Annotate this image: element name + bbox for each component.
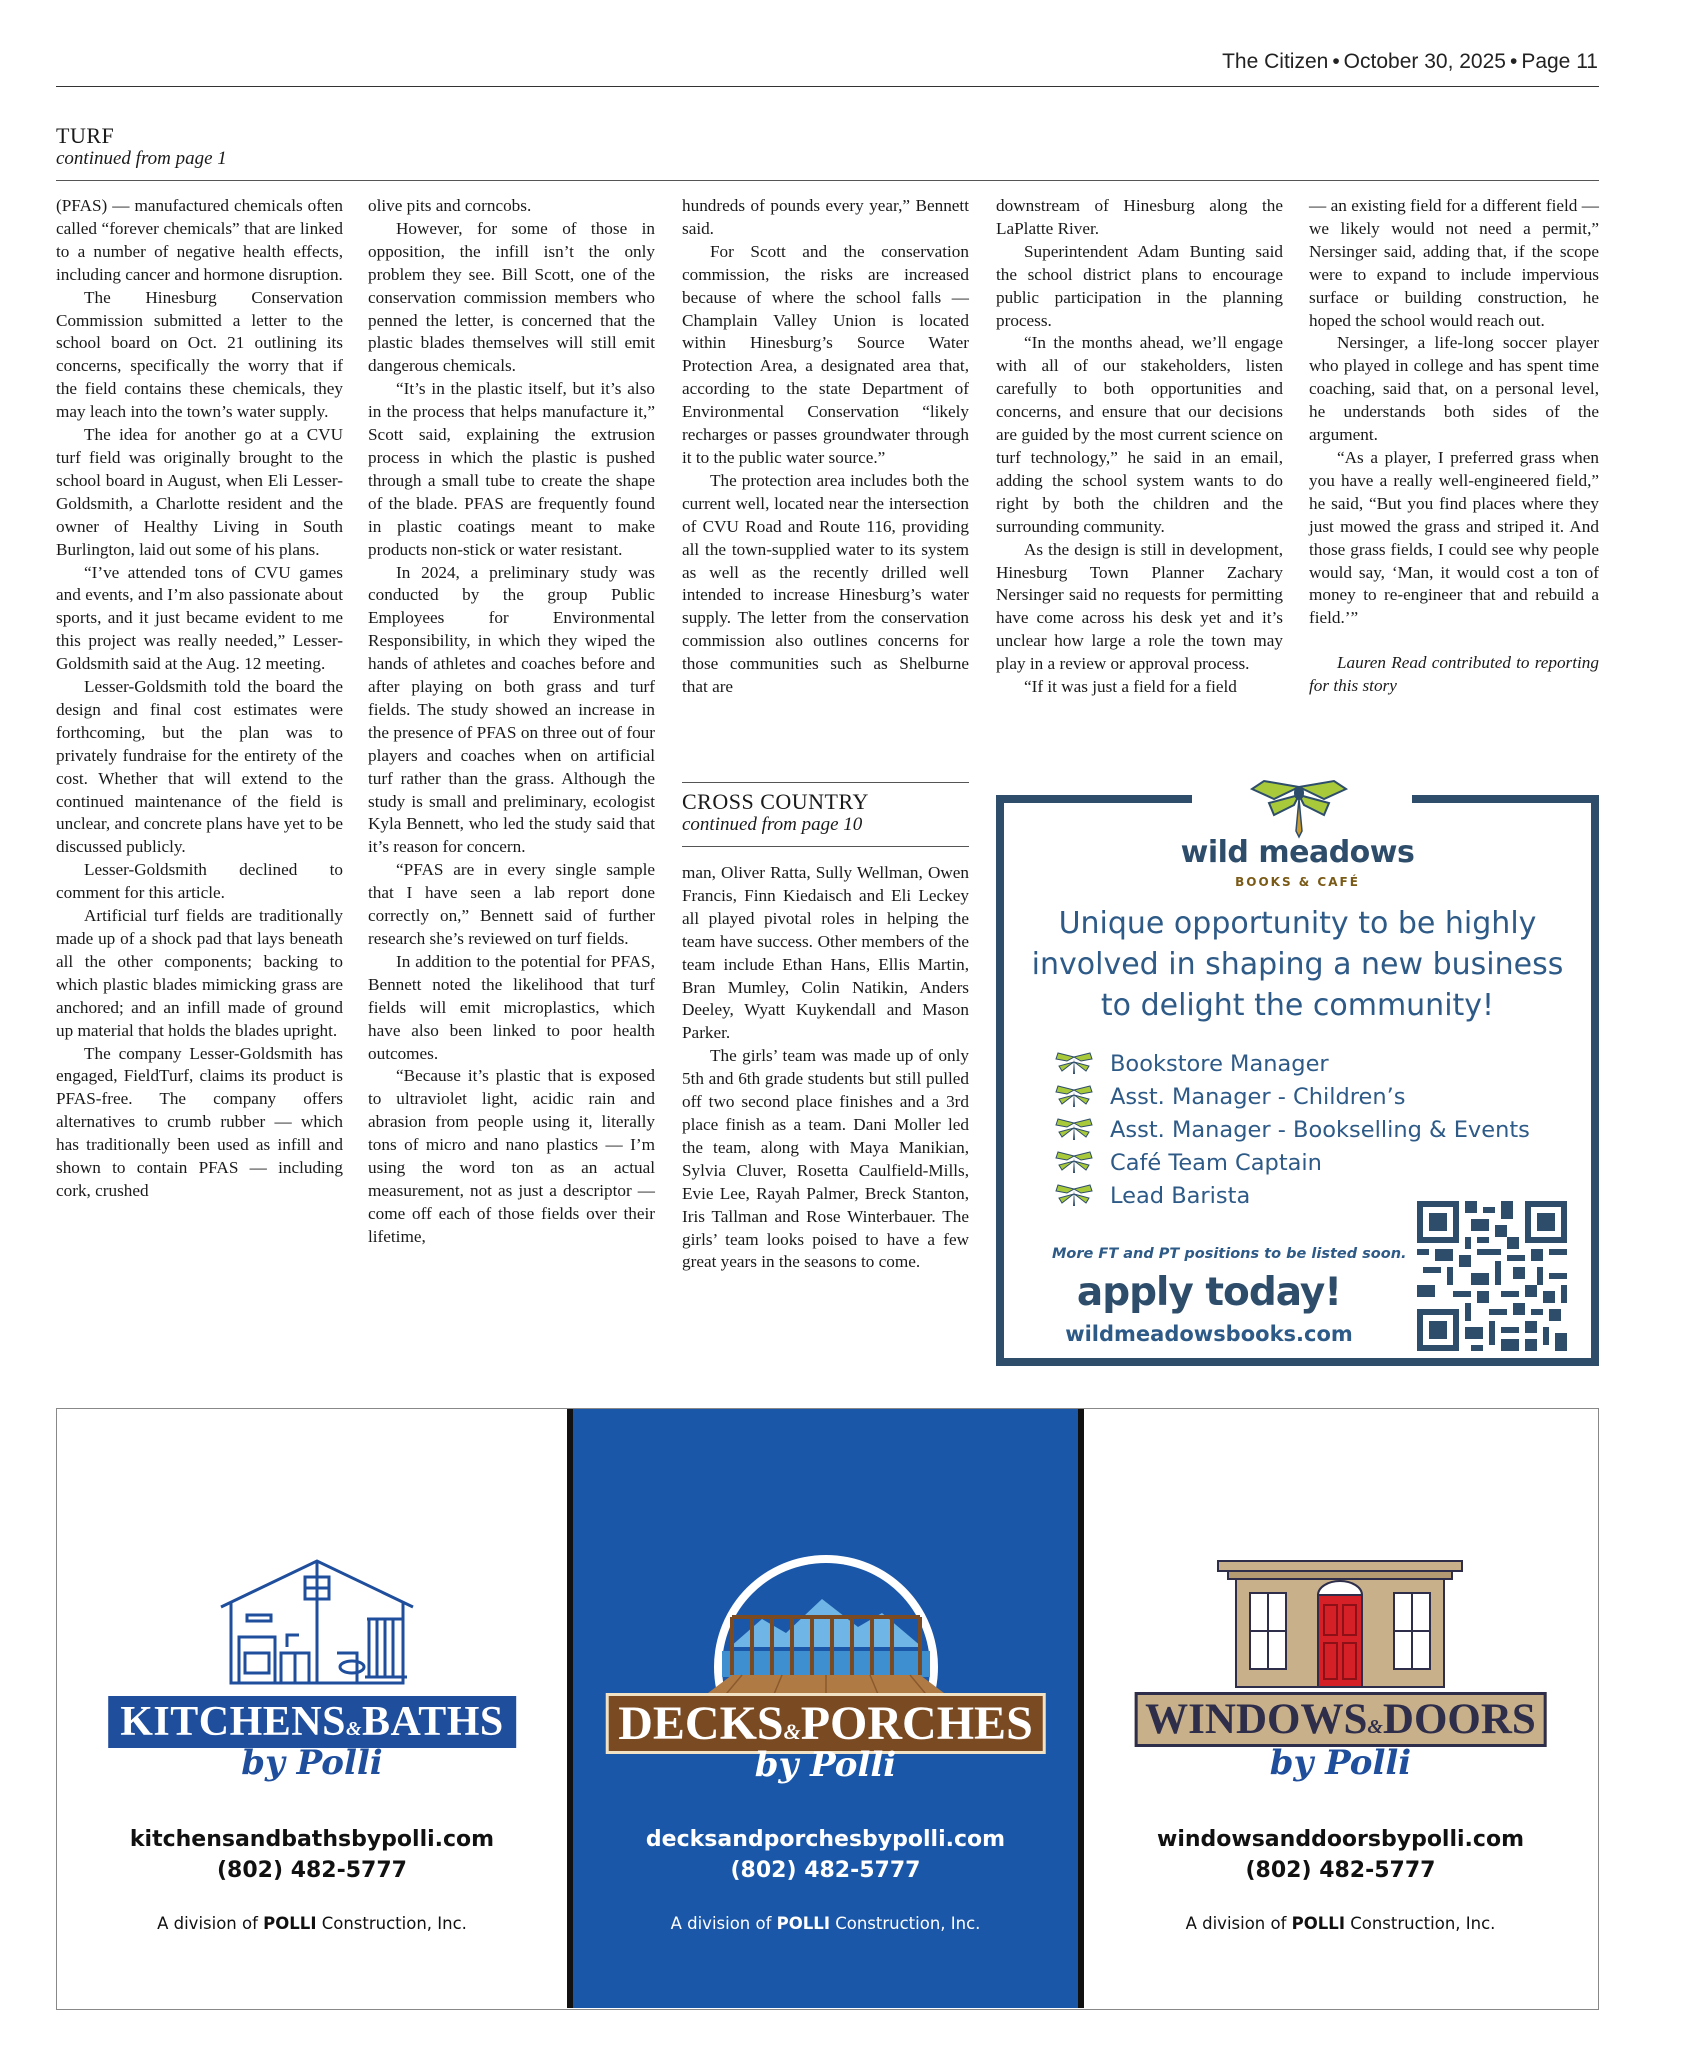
by-polli: by Polli — [754, 1745, 897, 1785]
dragonfly-logo-icon — [1244, 779, 1354, 839]
dragonfly-bullet-icon — [1054, 1184, 1094, 1208]
positions-list — [1054, 1047, 1530, 1212]
paragraph: Superintendent Adam Bunting said the school district plans to encourage public participation in the planning process. — [996, 241, 1283, 330]
separator: • — [1509, 50, 1518, 73]
position-item — [1054, 1047, 1530, 1080]
ampersand: & — [345, 1718, 363, 1740]
dragonfly-bullet-icon — [1054, 1052, 1094, 1076]
paragraph: For Scott and the conservation commission, the risks are increased because of where the school falls — Champlain Valley Union is located within Hinesburg’s Source Water Protection Area, a designated area that, according to the state Department of Environmental Conservation “likely recharges or passes groundwater through it to the public water source.” — [682, 241, 969, 467]
division-post: Construction, Inc. — [316, 1914, 467, 1933]
division-line — [573, 1914, 1078, 1933]
wild-meadows-name: wild meadows — [1180, 835, 1415, 870]
cross-country-column — [682, 862, 969, 1274]
division-line — [1084, 1914, 1597, 1933]
position-label: Bookstore Manager — [1110, 1050, 1329, 1077]
cross-country-top-rule — [682, 782, 969, 783]
apply-cta[interactable]: apply today! — [1076, 1270, 1342, 1315]
header-rule — [56, 86, 1599, 87]
title-part: KITCHENS — [120, 1699, 346, 1745]
ad-headline — [1024, 903, 1571, 1026]
paragraph: olive pits and corncobs. — [368, 196, 532, 215]
issue-date: October 30, 2025 — [1343, 50, 1506, 73]
paragraph: The idea for another go at a CVU turf field was originally brought to the school board in August, when Eli Lesser-Goldsmith, a Charlotte resident and the owner of Healthy Living in South Burlington, laid out some of his plans. — [56, 425, 343, 559]
separator: • — [1332, 50, 1340, 73]
paragraph: — an existing field for a different field — we likely would not need a permit,” Nersinger said, adding that, if the scope were to expand to include impervious surface or building construction, he hoped the school would reach out. — [1309, 196, 1599, 330]
paragraph: “In the months ahead, we’ll engage with all of our stakeholders, listen carefully to both opportunities and concerns, and ensure that our decisions are guided by the most current science on turf technology,” he said in an email, adding the school system wants to do right by both the children and the surrounding community. — [996, 333, 1283, 536]
paragraph: “It’s in the plastic itself, but it’s also in the process that helps manufacture it,” Scott said, explaining the extrusion process in which the plastic is pushed through a small tube to create the shape of the blade. PFAS are frequently found in plastic coatings meant to make products non-stick or water resistant. — [368, 379, 655, 559]
position-label: Lead Barista — [1110, 1182, 1251, 1209]
turf-kicker — [56, 124, 227, 170]
decks-phone[interactable]: (802) 482-5777 — [730, 1858, 921, 1883]
polli-ads-strip — [56, 1408, 1599, 2010]
dragonfly-bullet-icon — [1054, 1118, 1094, 1142]
paragraph: hundreds of pounds every year,” Bennett said. — [682, 196, 969, 238]
paragraph: The girls’ team was made up of only 5th and 6th grade students but still pulled off two second place finishes and a 3rd place finish as a team. Dani Moller led the team, along with Maya Manikian, Sylvia Cluver, Rosetta Caulfield-Mills, Evie Lee, Rayah Palmer, Breck Stanton, Iris Tallman and Rose Winterbauer. The girls’ team looks poised to have a few great years in the seasons to come. — [682, 1046, 969, 1272]
windows-doors-title — [1134, 1692, 1547, 1747]
paragraph: However, for some of those in opposition, the infill isn’t the only problem they see. Bill Scott, one of the conservation commission members who penned the letter, is concerned that the plastic blades themselves will still emit dangerous chemicals. — [368, 218, 655, 376]
cross-country-kicker — [682, 790, 869, 836]
headline-line: to delight the community! — [1100, 988, 1495, 1023]
ampersand: & — [1367, 1716, 1383, 1738]
paragraph: The Hinesburg Conservation Commission submitted a letter to the school board on Oct. 21 outlining its concerns, specifically the worry that if the field contains these chemicals, they may leach into the town’s water supply. — [56, 287, 343, 422]
headline-line: involved in shaping a new business — [1031, 947, 1564, 982]
kitchens-baths-ad[interactable] — [57, 1409, 567, 2008]
turf-continued: continued from page 1 — [56, 148, 227, 169]
turf-column-3 — [682, 195, 969, 699]
paragraph: In 2024, a preliminary study was conducted by the group Public Employees for Environmental Responsibility, in which they wiped the hands of athletes and coaches before and after playing on both grass and turf fields. The study showed an increase in the presence of PFAS on three out of four players and coaches when on artificial turf rather than the grass. Although the study is small and preliminary, ecologist Kyla Bennett, who led the study said that it’s reason for concern. — [368, 562, 655, 857]
turf-label: TURF — [56, 123, 115, 148]
division-pre: A division of — [1185, 1914, 1292, 1933]
running-header — [1222, 50, 1598, 74]
turf-column-1 — [56, 195, 343, 1203]
paragraph: “As a player, I preferred grass when you have a really well-engineered field,” he said, “But you find places where they just mowed the grass and striped it. And those grass fields, I could see why people would say, ‘Man, it would cost a ton of money to re-engineer that and rebuild a field.’” — [1309, 447, 1599, 628]
reporting-credit: Lauren Read contributed to reporting for this story — [1309, 653, 1599, 696]
division-brand: POLLI — [1291, 1914, 1345, 1933]
paragraph: man, Oliver Ratta, Sully Wellman, Owen Francis, Finn Kiedaisch and Eli Leckey all played pivotal roles in helping the team have success. Other members of the team include Ethan Hans, Ellis Martin, Bran Mumley, Colin Natikin, Anders Deeley, Wyatt Kuykendall and Mason Parker. — [682, 863, 969, 1043]
paragraph: “If it was just a field for a field — [1024, 677, 1237, 697]
by-polli: by Polli — [1269, 1743, 1412, 1783]
division-brand: POLLI — [776, 1914, 830, 1933]
paragraph: Artificial turf fields are traditionally made up of a shock pad that lays beneath all the other components; backing to which plastic blades mimicking grass are anchored; and an infill made of ground up material that holds the blades upright. — [56, 906, 343, 1040]
wild-meadows-subtitle: BOOKS & CAFÉ — [1235, 875, 1360, 889]
kitchens-baths-title — [108, 1696, 516, 1748]
position-label: Asst. Manager - Children’s — [1110, 1083, 1406, 1110]
house-front-icon — [1214, 1559, 1466, 1689]
cross-country-rule — [682, 846, 969, 847]
division-pre: A division of — [157, 1914, 264, 1933]
windows-doors-ad[interactable] — [1084, 1409, 1597, 2008]
dragonfly-bullet-icon — [1054, 1085, 1094, 1109]
publication-name: The Citizen — [1222, 50, 1329, 73]
division-post: Construction, Inc. — [829, 1914, 981, 1933]
paragraph: “I’ve attended tons of CVU games and events, and I’m also passionate about sports, and it just became evident to me this project was really needed,” Lesser-Goldsmith said at the Aug. 12 meeting. — [56, 562, 343, 674]
division-pre: A division of — [670, 1914, 777, 1933]
paragraph: “Because it’s plastic that is exposed to ultraviolet light, acidic rain and abrasion from people using it, literally tons of micro and nano plastics — I’m using the word ton as an actual measurement, not as just a descriptor — come off each of those fields over their lifetime, — [368, 1066, 655, 1246]
qr-code-icon[interactable] — [1417, 1201, 1567, 1351]
title-part: PORCHES — [800, 1697, 1033, 1750]
position-item — [1054, 1113, 1530, 1146]
paragraph: Lesser-Goldsmith told the board the design and final cost estimates were forthcoming, but the plan was to privately fundraise for the entirety of the cost. Whether that will extend to the continued maintenance of the field is unclear, and concrete plans have yet to be discussed publicly. — [56, 677, 343, 857]
kitchens-phone[interactable]: (802) 482-5777 — [217, 1858, 407, 1883]
title-part: DECKS — [618, 1697, 784, 1750]
paragraph: “PFAS are in every single sample that I have seen a lab report done correctly on,” Bennett said of further research she’s reviewed on turf fields. — [368, 860, 655, 948]
dragonfly-bullet-icon — [1054, 1151, 1094, 1175]
windows-url[interactable]: windowsanddoorsbypolli.com — [1157, 1827, 1524, 1852]
paragraph: Lesser-Goldsmith declined to comment for this article. — [56, 860, 343, 903]
paragraph: The company Lesser-Goldsmith has engaged, FieldTurf, claims its product is PFAS-free. The company offers alternatives to crumb rubber — which has traditionally been used as infill and shown to contain PFAS — including cork, crushed — [56, 1043, 343, 1200]
paragraph: As the design is still in development, Hinesburg Town Planner Zachary Nersinger said no requests for permitting have come across his desk yet and it’s unclear how large a role the town may play in a review or approval process. — [996, 539, 1283, 674]
windows-phone[interactable]: (802) 482-5777 — [1245, 1858, 1436, 1883]
position-label: Café Team Captain — [1110, 1149, 1322, 1176]
headline-line: Unique opportunity to be highly — [1058, 906, 1537, 941]
page-number: Page 11 — [1521, 50, 1598, 73]
turf-column-5 — [1309, 195, 1599, 698]
position-item — [1054, 1146, 1530, 1179]
decks-url[interactable]: decksandporchesbypolli.com — [645, 1827, 1006, 1852]
position-label: Asst. Manager - Bookselling & Events — [1110, 1116, 1530, 1143]
division-brand: POLLI — [263, 1914, 317, 1933]
by-polli: by Polli — [241, 1743, 383, 1783]
title-part: BATHS — [362, 1699, 504, 1745]
kitchens-url[interactable]: kitchensandbathsbypolli.com — [129, 1827, 495, 1852]
division-post: Construction, Inc. — [1344, 1914, 1496, 1933]
turf-column-2 — [368, 195, 655, 1249]
position-item — [1054, 1080, 1530, 1113]
division-line — [57, 1914, 567, 1933]
cross-country-continued: continued from page 10 — [682, 814, 863, 835]
turf-rule — [56, 180, 1599, 181]
more-positions-note: More FT and PT positions to be listed soon. — [1052, 1246, 1407, 1262]
paragraph: (PFAS) — manufactured chemicals often called “forever chemicals” that are linked to a number of negative health effects, including cancer and hormone disruption. — [56, 196, 343, 284]
paragraph: Nersinger, a life-long soccer player who played in college and has spent time coaching, said that, on a personal level, he understands both sides of the argument. — [1309, 333, 1599, 445]
turf-column-4 — [996, 195, 1283, 699]
decks-porches-ad[interactable] — [567, 1409, 1084, 2008]
ampersand: & — [783, 1719, 801, 1744]
paragraph: downstream of Hinesburg along the LaPlatte River. — [996, 196, 1283, 238]
paragraph: In addition to the potential for PFAS, Bennett noted the likelihood that turf fields will emit microplastics, which have also been linked to poor health outcomes. — [368, 951, 655, 1063]
title-part: WINDOWS — [1145, 1696, 1368, 1743]
title-part: DOORS — [1382, 1696, 1536, 1743]
house-kitchen-icon — [217, 1557, 417, 1687]
paragraph: The protection area includes both the current well, located near the intersection of CVU Road and Route 116, providing all the town-supplied water to its system as well as the recently drilled well intended to increase Hinesburg’s water supply. The letter from the conservation commission also outlines concerns for those communities such as Shelburne that are — [682, 470, 969, 697]
cross-country-label: CROSS COUNTRY — [682, 789, 869, 814]
wild-meadows-ad[interactable] — [996, 795, 1599, 1366]
wild-meadows-url[interactable]: wildmeadowsbooks.com — [1065, 1322, 1353, 1346]
